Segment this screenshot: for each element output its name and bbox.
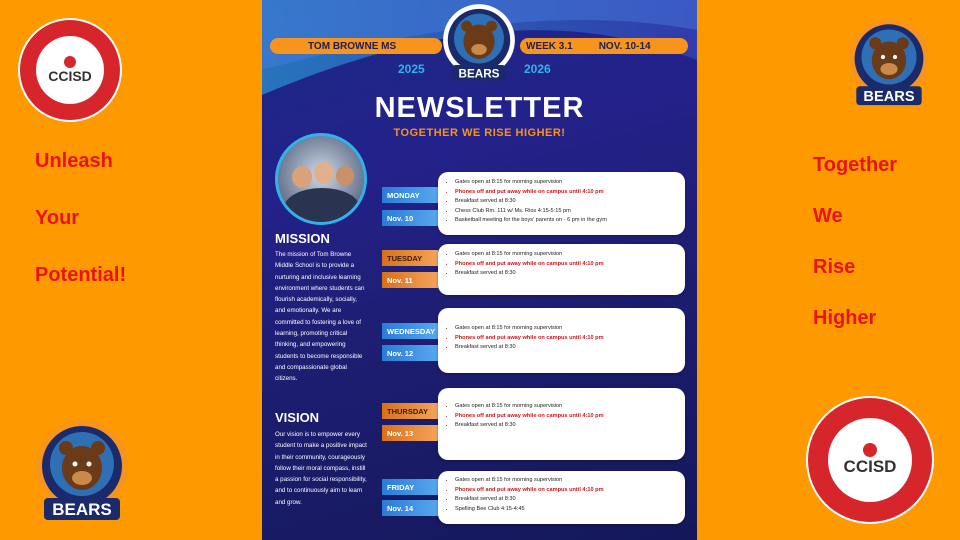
week-pill	[520, 38, 688, 54]
bears-badge-bottom-left	[32, 418, 132, 524]
ccisd-seal-bottom-right	[806, 396, 934, 524]
apple-icon	[64, 56, 76, 68]
list-item: • Breakfast served at 8:30	[455, 269, 679, 279]
slogan-right-line-2: We	[813, 205, 843, 227]
day-tag-monday: MONDAY	[382, 187, 438, 203]
list-item: • Basketball meeting for the boys' parents on - 6 pm in the gym	[455, 216, 679, 226]
list-item: • Chess Club Rm. 111 w/ Ms. Rios 4:15-5:15 pm	[455, 207, 679, 217]
day-date-tuesday: Nov. 11	[382, 272, 438, 288]
staff-photo	[275, 133, 367, 225]
list-item: • Breakfast served at 8:30	[455, 343, 679, 353]
slogan-line-2: Your	[35, 207, 80, 229]
bears-word: BEARS	[52, 500, 112, 519]
newsletter-title: NEWSLETTER	[374, 92, 585, 124]
day-date-friday: Nov. 14	[382, 500, 438, 516]
ccisd-abbr: CCISD	[48, 68, 92, 84]
list-item: • Phones off and put away while on campus until 4:10 pm	[455, 486, 679, 496]
list-item: • Breakfast served at 8:30	[455, 421, 679, 431]
day-tag-tuesday: TUESDAY	[382, 250, 438, 266]
year-end: 2026	[524, 62, 551, 76]
slogan-right-line-3: Rise	[813, 256, 856, 278]
list-item: • Spelling Bee Club 4:15-4:45	[455, 505, 679, 515]
day-card-tuesday	[438, 244, 685, 295]
list-item: • Gates open at 8:15 for morning supervision	[455, 324, 679, 334]
day-tag-wednesday: WEDNESDAY	[382, 323, 438, 339]
day-date-thursday: Nov. 13	[382, 425, 438, 441]
day-card-monday	[438, 172, 685, 235]
slogan-right-line-1: Together	[813, 154, 898, 176]
list-item: • Gates open at 8:15 for morning supervision	[455, 178, 679, 188]
list-item: • Phones off and put away while on campus until 4:10 pm	[455, 412, 679, 422]
apple-icon	[863, 443, 877, 457]
slogan-right-line-4: Higher	[813, 307, 877, 329]
bears-word: BEARS	[863, 88, 915, 105]
list-item: • Phones off and put away while on campus until 4:10 pm	[455, 188, 679, 198]
school-name: TOM BROWNE MS	[308, 40, 397, 52]
day-card-friday	[438, 471, 685, 524]
week-label: WEEK 3.1	[526, 40, 573, 52]
ccisd-seal-top-left	[18, 18, 122, 122]
list-item: • Breakfast served at 8:30	[455, 495, 679, 505]
list-item: • Breakfast served at 8:30	[455, 197, 679, 207]
ccisd-abbr: CCISD	[843, 457, 897, 476]
mission-text: The mission of Tom Browne Middle School is to provide a nurturing and inclusive learning environment where students can flourish academically, socially, and emotionally. We are committed to fostering a love of learning, promoting critical thinking, and empowering students to become responsible and compassionate global citizens.	[275, 251, 365, 383]
day-block-thursday	[382, 388, 687, 460]
slogan-line-1: Unleash	[35, 150, 113, 172]
day-block-wednesday	[382, 308, 687, 374]
bears-badge-top-right	[846, 16, 932, 110]
day-block-tuesday	[382, 244, 687, 296]
year-start: 2025	[398, 62, 425, 76]
day-card-wednesday	[438, 308, 685, 373]
svg-text:BEARS: BEARS	[458, 67, 500, 81]
day-block-friday	[382, 471, 687, 525]
day-card-thursday	[438, 388, 685, 460]
list-item: • Gates open at 8:15 for morning supervision	[455, 402, 679, 412]
vision-title: VISION	[275, 410, 320, 425]
day-date-wednesday: Nov. 12	[382, 345, 438, 361]
list-item: • Gates open at 8:15 for morning supervision	[455, 250, 679, 260]
day-tag-friday: FRIDAY	[382, 479, 438, 495]
week-dates: NOV. 10-14	[598, 40, 651, 52]
mission-title: MISSION	[275, 231, 330, 246]
list-item: • Phones off and put away while on campus until 4:10 pm	[455, 260, 679, 270]
day-tag-thursday: THURSDAY	[382, 403, 438, 419]
newsletter-poster	[262, 0, 697, 540]
vision-text: Our vision is to empower every student to make a positive impact in their community, courageously follow their moral compass, instill a passion for social responsibility, and to continuously aim to learn and grow.	[275, 431, 367, 506]
list-item: • Phones off and put away while on campus until 4:10 pm	[455, 334, 679, 344]
list-item: • Gates open at 8:15 for morning supervision	[455, 476, 679, 486]
bears-badge-poster	[440, 2, 518, 86]
slogan-line-3: Potential!	[35, 264, 127, 286]
day-date-monday: Nov. 10	[382, 210, 438, 226]
school-name-pill	[270, 38, 442, 54]
newsletter-subtitle: TOGETHER WE RISE HIGHER!	[393, 127, 566, 139]
day-block-monday	[382, 172, 687, 236]
